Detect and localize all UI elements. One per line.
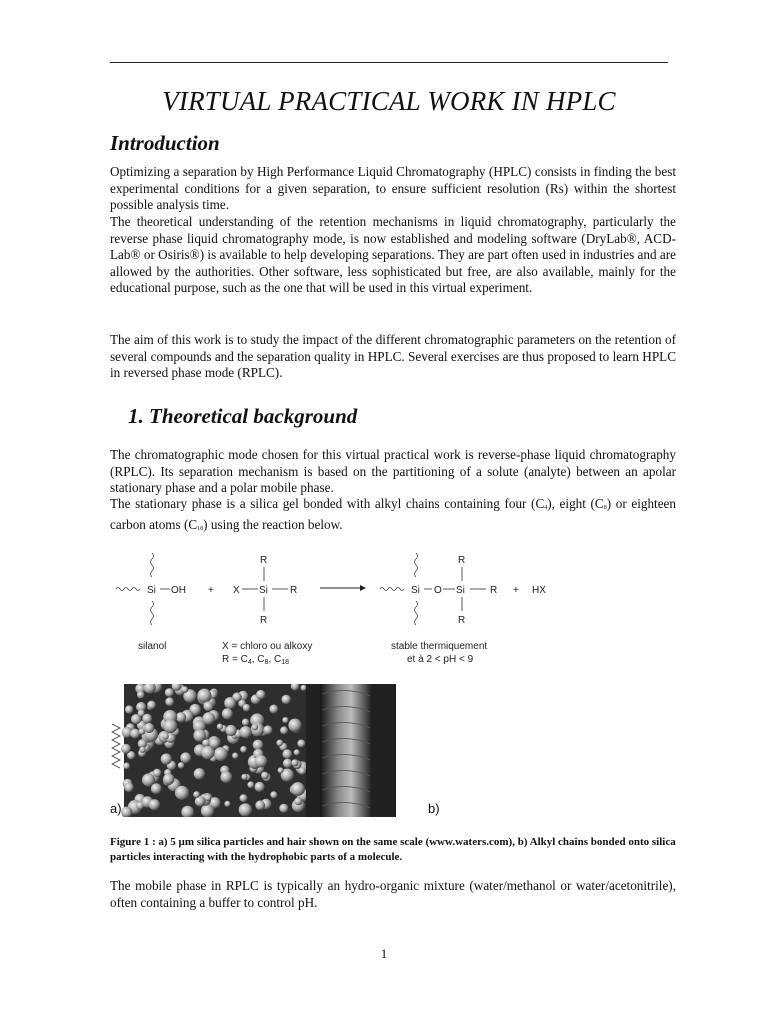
- silica-bead: [124, 783, 134, 793]
- hair-strand: [320, 684, 372, 817]
- silica-bead: [209, 738, 220, 749]
- silica-bead: [269, 705, 278, 714]
- silica-bead: [255, 782, 265, 792]
- silica-bead: [178, 762, 185, 769]
- silica-bead: [197, 689, 211, 703]
- silica-bead: [121, 744, 131, 754]
- silica-bead: [241, 774, 247, 780]
- subscript: 4: [544, 505, 548, 511]
- silica-bead: [270, 791, 277, 798]
- section-1-paragraph-1: The chromatographic mode chosen for this virtual practical work is reverse-phase liquid chromatography (RPLC). Its separation mechanism is based on the partitioning of a solute (analyte) between an apolar stationary phase and a polar mobile phase.: [110, 447, 676, 496]
- silica-bead: [255, 755, 267, 767]
- silica-bead: [123, 763, 130, 770]
- silica-bead: [139, 747, 145, 753]
- silica-bead: [142, 714, 152, 724]
- silica-bead: [283, 759, 292, 768]
- silica-bead: [294, 749, 300, 755]
- page-number: 1: [380, 946, 388, 961]
- intro-paragraph-2: The theoretical understanding of the retention mechanisms in liquid chromatography, particularly the reverse phase liquid chromatography mode, is now established and modeling software (DryLab®, ACD-Lab® or Osiris®) is available to help developing separations. They are part often used in industries and are allowed by the authorities. Other software, less sophisticated but free, are also available, mainly for the educational purpose, such as the one that will be used in this virtual experiment.: [110, 214, 676, 296]
- silica-bead: [291, 782, 305, 796]
- silica-bead: [251, 723, 265, 737]
- wavy-surface: [116, 588, 140, 591]
- silica-bead: [240, 794, 248, 802]
- silica-bead: [261, 772, 269, 780]
- wavy-bond: [151, 553, 154, 577]
- plus-sign: +: [208, 585, 214, 596]
- silica-bead: [214, 747, 228, 761]
- silica-bead: [217, 724, 223, 730]
- figure-caption: Figure 1 : a) 5 µm silica particles and hair shown on the same scale (www.waters.com), b) Alkyl chains bonded onto silica particles interacting with the hydrophobic parts of a molecule.: [110, 836, 676, 863]
- silica-bead: [205, 794, 212, 801]
- wavy-bond: [415, 553, 418, 577]
- r-label: R: [260, 615, 268, 626]
- silica-bead: [176, 712, 186, 722]
- silica-bead: [131, 714, 141, 724]
- silica-bead: [240, 726, 252, 738]
- stability-note-1: stable thermiquement: [391, 641, 488, 652]
- figure-label-b: b): [428, 801, 440, 816]
- introduction-heading: Introduction: [110, 131, 220, 155]
- silica-bead: [194, 768, 205, 779]
- silica-bead: [151, 783, 162, 794]
- silica-bead: [280, 726, 288, 734]
- silica-bead: [130, 729, 140, 739]
- silica-bead: [180, 752, 191, 763]
- r-label: R: [458, 555, 466, 566]
- subscript: 8: [603, 505, 607, 511]
- silica-bead: [137, 691, 145, 699]
- silanization-reaction-diagram: [108, 545, 568, 670]
- r-definition: $R = C_4$, $C_8$, $C_{18}$: [222, 654, 290, 666]
- plus-sign: +: [513, 585, 519, 596]
- text-run: ) using the reaction below.: [203, 516, 343, 532]
- silica-bead: [255, 800, 265, 810]
- silica-bead: [253, 740, 264, 751]
- silica-bead: [144, 723, 154, 733]
- figure-label-a: a): [110, 801, 122, 816]
- silica-bead: [299, 767, 306, 774]
- r-label: R: [458, 615, 466, 626]
- silicon-label: Si: [456, 585, 465, 596]
- x-label: X: [233, 585, 240, 596]
- page-title: VIRTUAL PRACTICAL WORK IN HPLC: [162, 86, 616, 116]
- silica-bead: [252, 724, 258, 730]
- r-label: R: [490, 585, 498, 596]
- section-1-paragraph-2: [110, 496, 676, 537]
- wavy-surface: [380, 588, 404, 591]
- silica-bead: [276, 740, 283, 747]
- silica-bead: [203, 712, 216, 725]
- silica-bead: [243, 704, 251, 712]
- text-run: ), eight (C: [547, 496, 604, 511]
- silica-bead: [161, 753, 172, 764]
- silica-bead: [282, 717, 288, 723]
- silica-bead: [224, 801, 230, 807]
- silica-bead: [263, 725, 272, 734]
- silica-bead: [125, 705, 133, 713]
- hx-label: HX: [532, 585, 546, 596]
- silicon-label: Si: [147, 585, 156, 596]
- section-1-heading: 1. Theoretical background: [128, 404, 358, 428]
- silica-bead: [165, 688, 174, 697]
- wavy-bond: [415, 601, 418, 625]
- r-label: R: [260, 555, 268, 566]
- silica-bead: [201, 804, 214, 817]
- silica-bead: [291, 759, 298, 766]
- silica-bead: [297, 740, 305, 748]
- silica-bead: [164, 719, 178, 733]
- silica-bead: [220, 771, 232, 783]
- silica-bead: [232, 753, 238, 759]
- silica-bead: [149, 799, 160, 810]
- silica-bead: [301, 685, 307, 691]
- oxygen-label: O: [434, 585, 442, 596]
- silica-bead: [163, 774, 174, 785]
- silica-bead: [283, 749, 293, 759]
- silica-bead: [193, 729, 206, 742]
- x-definition: X = chloro ou alkoxy: [222, 641, 313, 652]
- silicon-label: Si: [259, 585, 268, 596]
- r-label: R: [290, 585, 298, 596]
- arrow-head-icon: [360, 585, 366, 591]
- silica-bead: [239, 803, 252, 816]
- intro-paragraph-3: The aim of this work is to study the impact of the different chromatographic parameters on the retention of several compounds and the separation quality in HPLC. Several exercises are thus proposed to learn HPLC in reversed phase mode (RPLC).: [110, 332, 676, 381]
- silica-particles-photo: [110, 684, 396, 817]
- subscript: 18: [197, 525, 204, 532]
- silica-bead: [203, 701, 213, 711]
- silica-bead: [147, 701, 156, 710]
- silanol-label: silanol: [138, 641, 167, 652]
- silica-bead: [193, 791, 200, 798]
- silica-bead: [175, 786, 189, 800]
- silica-bead: [224, 697, 236, 709]
- oh-label: OH: [171, 585, 186, 596]
- silica-bead: [222, 708, 233, 719]
- intro-paragraph-1: Optimizing a separation by High Performance Liquid Chromatography (HPLC) consists in finding the best experimental conditions for a given separation, to ensure sufficient resolution (Rs) within the shortest possible analysis time.: [110, 164, 676, 213]
- silica-bead: [163, 733, 169, 739]
- section-1-paragraph-3: The mobile phase in RPLC is typically an hydro-organic mixture (water/methanol or water/acetonitrile), often containing a buffer to control pH.: [110, 878, 676, 910]
- silica-bead: [294, 797, 302, 805]
- silicon-label: Si: [411, 585, 420, 596]
- silica-bead: [247, 781, 254, 788]
- text-run: ) or eighteen carbon atoms (C: [110, 496, 677, 532]
- wavy-bond: [151, 601, 154, 625]
- header-rule: [110, 62, 668, 63]
- text-run: The stationary phase is a silica gel bonded with alkyl chains containing four (C: [110, 496, 545, 511]
- silica-bead: [288, 719, 301, 732]
- silica-bead: [182, 686, 189, 693]
- silica-bead: [242, 719, 249, 726]
- silica-bead: [279, 804, 288, 813]
- silica-bead: [165, 697, 174, 706]
- silica-bead: [282, 695, 291, 704]
- silica-bead: [226, 725, 237, 736]
- silica-bead: [240, 746, 247, 753]
- silica-bead: [256, 690, 265, 699]
- stability-note-2: et à 2 < pH < 9: [407, 654, 474, 665]
- silica-bead: [153, 769, 161, 777]
- silica-bead: [278, 767, 284, 773]
